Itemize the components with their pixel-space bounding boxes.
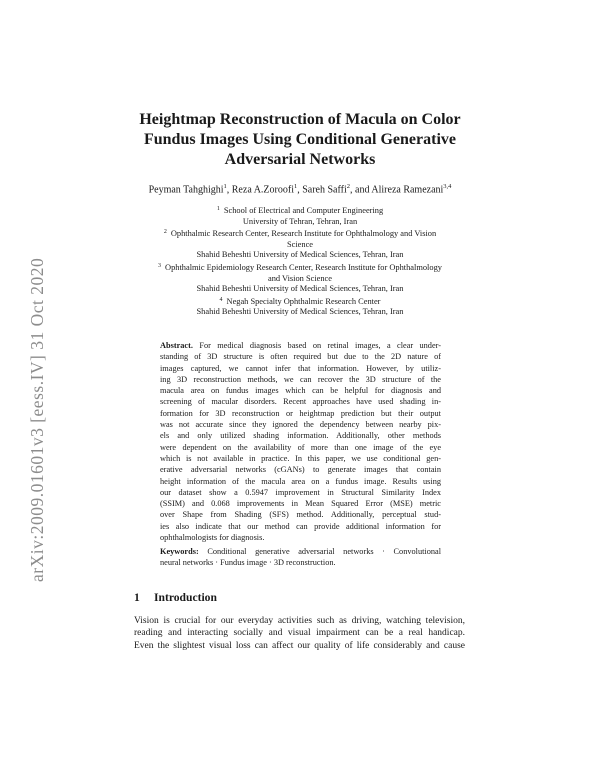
abstract-line: height information of the macula area on a fundus image. Results using [160, 476, 441, 486]
affiliation-text: Ophthalmic Research Center, Research Institute for Ophthalmology and Vision [170, 229, 437, 239]
section-title: Introduction [154, 591, 217, 604]
affiliation-line: and Vision Science [267, 273, 332, 283]
abstract-line: erative adversarial networks (cGANs) to generate images that contain [160, 465, 441, 475]
author-affiliation-mark: 1 [293, 183, 298, 190]
author-separator: , and [350, 184, 372, 196]
abstract-text: For medical diagnosis based on retinal images, a clear under- [199, 341, 441, 350]
abstract-line: was not accurate since they ignored the dependency between nearby pix- [160, 420, 441, 430]
author-list [100, 183, 500, 195]
affiliation-number: 1 [216, 206, 220, 212]
abstract-line: screening of macular disorders. Recent approaches have used shading in- [160, 397, 441, 407]
abstract-line: (SSIM) and 0.068 improvements in Mean Squared Error (MSE) metric [160, 499, 441, 509]
body-line: reading and interacting socially and visual impairment can be a real handicap. [134, 628, 465, 639]
abstract-line: macula area on fundus images which can be helpful for diagnosis and [160, 386, 441, 396]
keywords-label: Keywords: [160, 547, 199, 556]
affiliation-text: Ophthalmic Epidemiology Research Center, Research Institute for Ophthalmology [165, 262, 442, 272]
abstract-line: which is not available in practice. In this paper, we use conditional gen- [160, 453, 441, 463]
author-name: Alireza Ramezani [371, 184, 444, 196]
abstract-line: formation for 3D reconstruction or heightmap prediction but their output [160, 408, 441, 418]
affiliation-text: Negah Specialty Ophthalmic Research Center [226, 296, 381, 306]
author-name: Sareh Saffi [302, 184, 347, 196]
affiliation-number: 4 [219, 296, 223, 303]
paper-title [100, 110, 500, 170]
section-heading-introduction [134, 591, 217, 604]
arxiv-identifier-stamp: arXiv:2009.01601v3 [eess.IV] 31 Oct 2020 [27, 257, 47, 582]
abstract-line: ophthalmologists for diagnosis. [160, 533, 265, 543]
affiliation-line: Shahid Beheshti University of Medical Sciences, Tehran, Iran [196, 307, 404, 317]
affiliation-text: School of Electrical and Computer Engineering [223, 206, 384, 215]
author-affiliation-mark: 2 [346, 183, 350, 190]
keywords-line: neural networks · Fundus image · 3D reconstruction. [160, 558, 336, 568]
keywords [160, 546, 441, 569]
affiliation-number: 2 [163, 229, 167, 236]
title-line: Fundus Images Using Conditional Generative [143, 131, 457, 148]
affiliation-line: University of Tehran, Tehran, Iran [242, 216, 358, 226]
affiliation-line [120, 261, 480, 274]
body-line: Even the slightest visual loss can affect our quality of life considerably and cause [134, 640, 465, 651]
section-number: 1 [134, 591, 140, 604]
abstract-line [160, 340, 441, 351]
author-name: Peyman Tahghighi [148, 184, 224, 196]
title-line: Heightmap Reconstruction of Macula on Color [139, 111, 461, 128]
abstract-line: ies also indicate that our method can provide additional information for [160, 521, 441, 531]
author-affiliation-mark: 3,4 [443, 183, 452, 190]
affiliation-line: Shahid Beheshti University of Medical Sciences, Tehran, Iran [196, 284, 404, 294]
abstract-line: our dataset show a 0.5947 improvement in Structural Similarity Index [160, 487, 441, 497]
introduction-body [134, 615, 465, 652]
abstract-line: standing of 3D structure is often required but due to the 2D nature of [160, 352, 441, 362]
abstract-line: images captured, we cannot infer that information. However, by utiliz- [160, 363, 441, 373]
affiliation-line [120, 204, 480, 217]
author-separator: , [297, 184, 303, 196]
abstract-label: Abstract. [160, 341, 193, 350]
abstract [160, 340, 441, 543]
keywords-text: Conditional generative adversarial networks · Convolutional [207, 547, 441, 556]
affiliation-line [120, 295, 480, 308]
title-line: Adversarial Networks [224, 151, 376, 168]
abstract-line: els and only utilized shading information. Additionally, other methods [160, 431, 441, 441]
abstract-line: ing 3D reconstruction methods, we can recover the 3D structure of the [160, 374, 441, 384]
body-line: Vision is crucial for our everyday activities such as driving, watching television, [134, 616, 465, 626]
affiliation-line: Shahid Beheshti University of Medical Sciences, Tehran, Iran [196, 250, 404, 260]
abstract-line: were dependent on the availability of more than one image of the eye [160, 442, 441, 452]
affiliation-line [120, 227, 480, 240]
author-separator: , [226, 184, 232, 196]
affiliation-line: Science [286, 239, 314, 249]
keywords-line [160, 546, 441, 557]
abstract-line: over Shape from Shading (SFS) method. Additionally, perceptual stud- [160, 510, 441, 520]
author-affiliation-mark: 1 [223, 183, 227, 190]
author-name: Reza A.Zoroofi [231, 184, 294, 196]
affiliation-number: 3 [158, 262, 162, 269]
affiliations [120, 204, 480, 318]
